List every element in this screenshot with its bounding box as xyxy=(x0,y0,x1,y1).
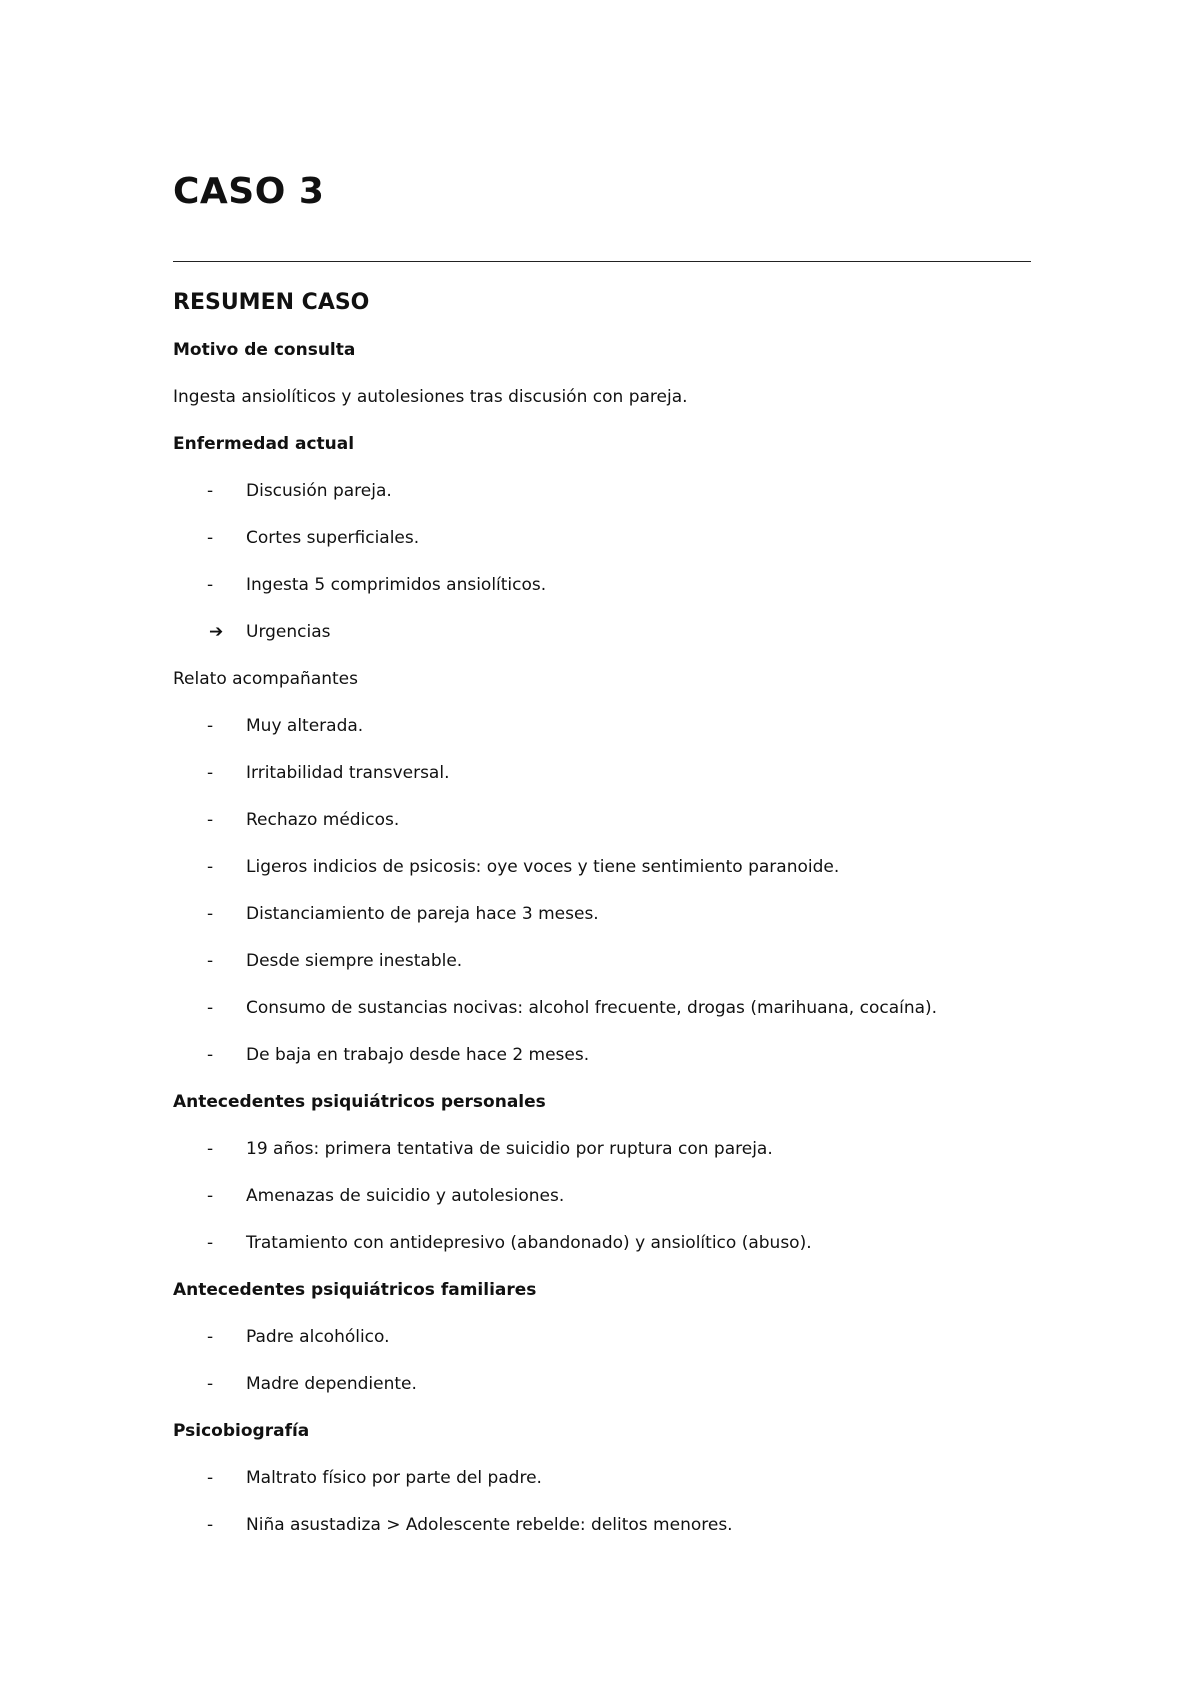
list-item xyxy=(173,950,1031,997)
list-item-text: Tratamiento con antidepresivo (abandonado) y ansiolítico (abuso). xyxy=(246,1233,812,1253)
motivo-text: Ingesta ansiolíticos y autolesiones tras discusión con pareja. xyxy=(173,387,688,407)
dash-bullet: - xyxy=(207,904,214,924)
title-divider xyxy=(173,261,1031,262)
dash-bullet: - xyxy=(207,716,214,736)
document-body xyxy=(173,288,1031,1561)
list-item-text: Desde siempre inestable. xyxy=(246,951,463,971)
dash-bullet: - xyxy=(207,1186,214,1206)
list-item xyxy=(173,903,1031,950)
list-item-text: Distanciamiento de pareja hace 3 meses. xyxy=(246,904,599,924)
list-item xyxy=(173,1185,1031,1232)
list-item-text: Padre alcohólico. xyxy=(246,1327,390,1347)
dash-bullet: - xyxy=(207,1233,214,1253)
list-item xyxy=(173,1232,1031,1279)
dash-bullet: - xyxy=(207,481,214,501)
list-item-text: Maltrato físico por parte del padre. xyxy=(246,1468,542,1488)
list-item xyxy=(173,997,1031,1044)
dash-bullet: - xyxy=(207,810,214,830)
list-item xyxy=(173,1514,1031,1561)
list-item-text: 19 años: primera tentativa de suicidio por ruptura con pareja. xyxy=(246,1139,773,1159)
list-item-text: Urgencias xyxy=(246,622,331,642)
dash-bullet: - xyxy=(207,1468,214,1488)
list-item-text: Rechazo médicos. xyxy=(246,810,400,830)
arrow-right-icon: ➔ xyxy=(209,622,224,642)
list-item xyxy=(173,809,1031,856)
dash-bullet: - xyxy=(207,575,214,595)
list-item-text: Discusión pareja. xyxy=(246,481,392,501)
dash-bullet: - xyxy=(207,1515,214,1535)
familiares-heading: Antecedentes psiquiátricos familiares xyxy=(173,1280,537,1300)
personales-heading: Antecedentes psiquiátricos personales xyxy=(173,1092,546,1112)
list-item-text: Irritabilidad transversal. xyxy=(246,763,450,783)
list-item-text: Muy alterada. xyxy=(246,716,364,736)
list-item xyxy=(173,1467,1031,1514)
relato-heading: Relato acompañantes xyxy=(173,669,358,689)
document-title: CASO 3 xyxy=(173,171,325,212)
list-item xyxy=(173,480,1031,527)
list-item xyxy=(173,715,1031,762)
list-item-text: Consumo de sustancias nocivas: alcohol frecuente, drogas (marihuana, cocaína). xyxy=(246,998,938,1018)
list-item xyxy=(173,1044,1031,1091)
list-item xyxy=(173,574,1031,621)
list-item xyxy=(173,856,1031,903)
dash-bullet: - xyxy=(207,998,214,1018)
list-item-text: Amenazas de suicidio y autolesiones. xyxy=(246,1186,565,1206)
list-item-text: Niña asustadiza > Adolescente rebelde: delitos menores. xyxy=(246,1515,733,1535)
list-item xyxy=(173,762,1031,809)
dash-bullet: - xyxy=(207,1139,214,1159)
psicobiografia-heading: Psicobiografía xyxy=(173,1421,310,1441)
list-item xyxy=(173,527,1031,574)
dash-bullet: - xyxy=(207,951,214,971)
list-item xyxy=(173,1373,1031,1420)
list-item xyxy=(173,621,1031,668)
enfermedad-heading: Enfermedad actual xyxy=(173,434,355,454)
dash-bullet: - xyxy=(207,857,214,877)
list-item-text: De baja en trabajo desde hace 2 meses. xyxy=(246,1045,590,1065)
list-item-text: Cortes superficiales. xyxy=(246,528,420,548)
list-item-text: Madre dependiente. xyxy=(246,1374,417,1394)
list-item-text: Ligeros indicios de psicosis: oye voces y tiene sentimiento paranoide. xyxy=(246,857,840,877)
dash-bullet: - xyxy=(207,1374,214,1394)
motivo-heading: Motivo de consulta xyxy=(173,340,356,360)
dash-bullet: - xyxy=(207,1045,214,1065)
dash-bullet: - xyxy=(207,528,214,548)
list-item xyxy=(173,1326,1031,1373)
dash-bullet: - xyxy=(207,763,214,783)
list-item xyxy=(173,1138,1031,1185)
list-item-text: Ingesta 5 comprimidos ansiolíticos. xyxy=(246,575,547,595)
dash-bullet: - xyxy=(207,1327,214,1347)
section-heading: RESUMEN CASO xyxy=(173,290,370,315)
